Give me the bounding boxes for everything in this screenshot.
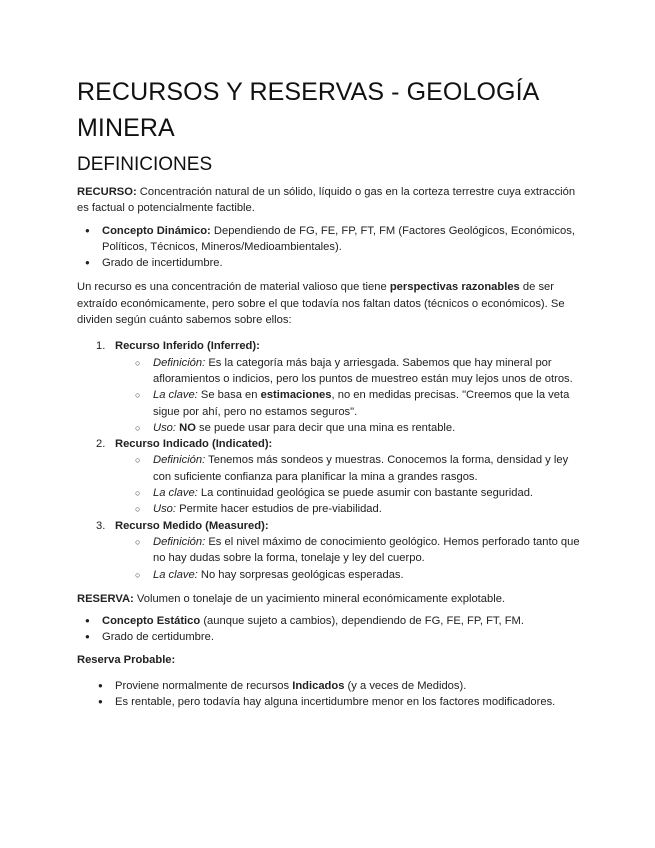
section-heading: DEFINICIONES [77, 154, 213, 175]
item-text: Se basa en [197, 389, 261, 402]
list-item: ○ La clave: No hay sorpresas geológicas esperadas. [135, 568, 404, 581]
category-inferido [77, 338, 585, 436]
list-item [77, 629, 585, 645]
intro-text: de ser extraído económicamente, pero sobre el que todavía nos faltan datos (técnicos o económicos). Se dividen según cuánto sabemos sobre ellos: [77, 281, 565, 327]
probable-bullets [77, 678, 585, 711]
recurso-label: RECURSO: [77, 186, 137, 198]
subheading: Reserva Probable: [77, 653, 176, 666]
category-indicado [77, 436, 585, 517]
item-text: se puede usar para decir que una mina es rentable. [195, 421, 456, 434]
list-item: ○ La clave: La continuidad geológica se puede asumir con bastante seguridad. [135, 487, 534, 500]
list-item [77, 678, 585, 694]
bullet-bold: Concepto Estático [102, 615, 201, 628]
recurso-text: Concentración natural de un sólido, líquido o gas en la corteza terrestre cuya extracción es factual o potencialmente factible. [77, 186, 576, 215]
item-bold: NO [179, 421, 196, 434]
bullet-text: (y a veces de Medidos). [344, 680, 467, 693]
reserva-probable-heading [77, 652, 585, 668]
resource-categories [77, 338, 585, 582]
category-name: Recurso Medido (Measured): [115, 519, 269, 532]
bullet-bold: Concepto Dinámico: [102, 224, 211, 237]
list-number: 3. [96, 519, 106, 532]
list-item: ○ Definición: Es el nivel máximo de conocimiento geológico. Hemos perforado tanto que no hay dudas sobre la forma, tonelaje y ley del cuerpo. [135, 535, 580, 565]
item-text: Es el nivel máximo de conocimiento geológico. Hemos perforado tanto que no hay dudas sobre la forma, tonelaje y ley del cuerpo. [153, 535, 580, 565]
item-text: Permite hacer estudios de pre-viabilidad. [176, 503, 382, 516]
intro-paragraph [77, 279, 585, 328]
item-label: La clave: [153, 389, 198, 402]
item-label: Uso: [153, 421, 177, 434]
list-item: ○ Uso: NO se puede usar para decir que una mina es rentable. [135, 421, 456, 434]
item-label: Definición: [153, 454, 206, 467]
list-number: 1. [96, 340, 106, 353]
list-item [77, 694, 585, 710]
bullet-text: Es rentable, pero todavía hay alguna incertidumbre menor en los factores modificadores. [115, 696, 556, 709]
item-label: La clave: [153, 487, 198, 500]
list-item: ○ Definición: Es la categoría más baja y arriesgada. Sabemos que hay mineral por afloramientos o indicios, pero los puntos de muestreo están muy lejos unos de otros. [135, 356, 573, 385]
item-label: Definición: [153, 535, 206, 548]
list-item [77, 223, 585, 256]
bullet-bold: Indicados [292, 680, 345, 693]
bullet-text: Grado de certidumbre. [102, 631, 214, 644]
list-item [77, 613, 585, 629]
list-item [77, 255, 585, 271]
reserva-text: Volumen o tonelaje de un yacimiento mineral económicamente explotable. [133, 592, 506, 605]
bullet-text: Dependiendo de FG, FE, FP, FT, FM (Factores Geológicos, Económicos, Políticos, Técnicos, Mineros/Medioambientales). [102, 224, 575, 253]
reserva-bullets [77, 613, 585, 646]
list-number: 2. [96, 438, 106, 451]
bullet-text: Grado de incertidumbre. [102, 257, 223, 270]
list-item: ○ La clave: Se basa en estimaciones, no en medidas precisas. "Creemos que la veta sigue por ahí, pero no estamos seguros". [135, 389, 570, 418]
list-item: ○ Uso: Permite hacer estudios de pre-viabilidad. [135, 503, 382, 516]
item-label: Uso: [153, 503, 177, 516]
list-item: ○ Definición: Tenemos más sondeos y muestras. Conocemos la forma, densidad y ley con suficiente confianza para planificar la mina a grandes rasgos. [135, 454, 569, 483]
recurso-definition [77, 184, 585, 217]
item-label: La clave: [153, 568, 198, 581]
recurso-bullets [77, 223, 585, 272]
category-medido [77, 518, 585, 583]
intro-bold: perspectivas razonables [389, 281, 520, 294]
item-text: La continuidad geológica se puede asumir con bastante seguridad. [197, 487, 534, 500]
page-title: RECURSOS Y RESERVAS - GEOLOGÍA MINERA [77, 78, 539, 142]
bullet-text: Proviene normalmente de recursos [115, 680, 293, 693]
item-bold: estimaciones [260, 389, 332, 402]
category-name: Recurso Inferido (Inferred): [115, 340, 260, 353]
item-text: , no en medidas precisas. "Creemos que la veta sigue por ahí, pero no estamos seguros". [153, 389, 570, 418]
bullet-text: (aunque sujeto a cambios), dependiendo de FG, FE, FP, FT, FM. [200, 615, 524, 628]
item-label: Definición: [153, 356, 206, 369]
reserva-definition [77, 591, 585, 607]
item-text: No hay sorpresas geológicas esperadas. [197, 568, 404, 581]
item-text: Es la categoría más baja y arriesgada. Sabemos que hay mineral por afloramientos o indicios, pero los puntos de muestreo están muy lejos unos de otros. [153, 356, 573, 385]
intro-text: Un recurso es una concentración de material valioso que tiene [77, 281, 390, 294]
item-text: Tenemos más sondeos y muestras. Conocemos la forma, densidad y ley con suficiente confianza para planificar la mina a grandes rasgos. [153, 454, 569, 483]
category-name: Recurso Indicado (Indicated): [115, 438, 273, 451]
reserva-label: RESERVA: [77, 592, 134, 605]
